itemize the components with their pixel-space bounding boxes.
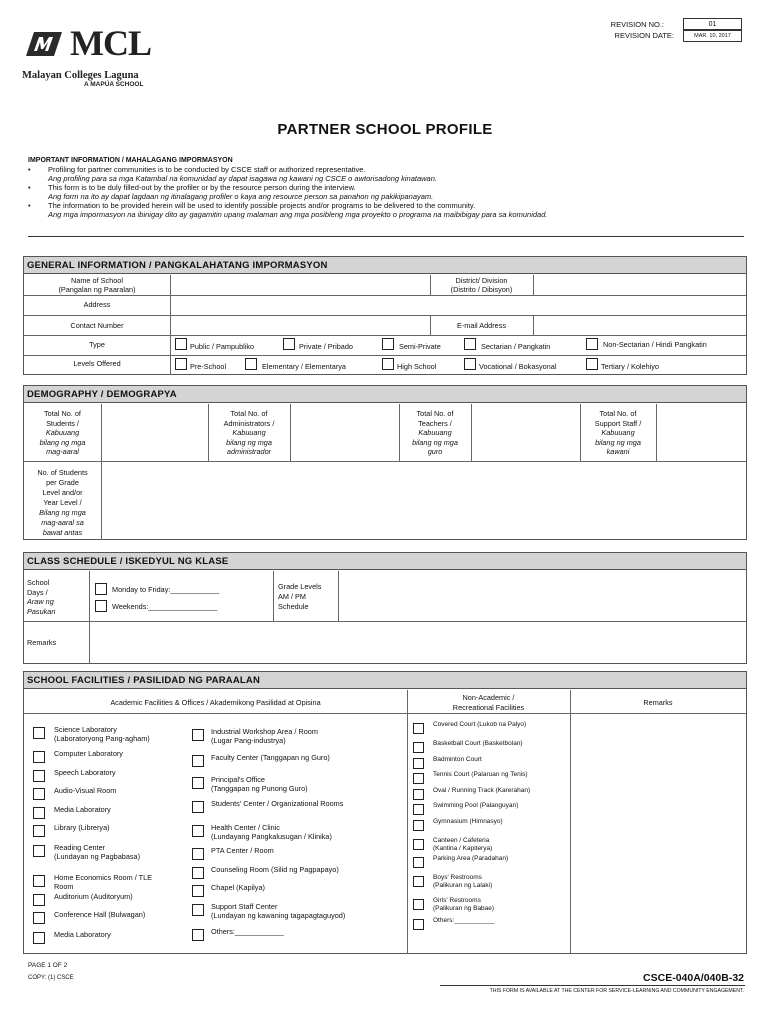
bullet-1-fil: Ang profiling para sa mga Katambal na komunidad ay dapat isagawa ng kawani ng CSCE o awtorisadong kinatawan. <box>48 174 437 183</box>
level-highschool-checkbox[interactable] <box>382 358 394 370</box>
level-preschool-checkbox[interactable] <box>175 358 187 370</box>
col1-item-10-checkbox[interactable] <box>33 932 45 944</box>
col1-item-0-label <box>54 725 150 743</box>
academic-header: Academic Facilities & Offices / Akademikong Pasilidad at Opisina <box>110 698 321 707</box>
type-semi-private-checkbox[interactable] <box>382 338 394 350</box>
col3-item-3-label <box>433 771 528 779</box>
facility-label-line: Counseling Room (Silid ng Pagpapayo) <box>211 865 339 874</box>
teachers-field[interactable] <box>472 404 580 461</box>
level-elementary-label: Elementary / Elementarya <box>262 362 346 371</box>
facilities-heading: SCHOOL FACILITIES / PASILIDAD NG PARAALAN <box>24 672 746 689</box>
col1-item-2-checkbox[interactable] <box>33 770 45 782</box>
facility-label-line: Computer Laboratory <box>54 749 123 758</box>
col1-item-6-checkbox[interactable] <box>33 845 45 857</box>
type-semi-private-label: Semi-Private <box>399 342 441 351</box>
col1-item-8-label <box>54 892 133 901</box>
col2-item-0-checkbox[interactable] <box>192 729 204 741</box>
schedule-remarks-field[interactable] <box>90 622 746 664</box>
col2-item-5-checkbox[interactable] <box>192 848 204 860</box>
level-tertiary-label: Tertiary / Kolehiyo <box>601 362 659 371</box>
col3-item-1-label <box>433 740 523 748</box>
important-heading: IMPORTANT INFORMATION / MAHALAGANG IMPORMASYON <box>28 157 233 164</box>
facility-label-line: Room <box>54 882 74 891</box>
facility-label-line: Covered Court (Lukob na Palyo) <box>433 721 527 728</box>
label-line: kawani <box>606 447 630 456</box>
label-line: Year Level / <box>43 498 82 507</box>
facility-label-line: PTA Center / Room <box>211 846 274 855</box>
col3-item-4-checkbox[interactable] <box>413 789 424 800</box>
col2-item-0-label <box>211 727 318 745</box>
facilities-section <box>23 671 747 954</box>
col1-item-5-checkbox[interactable] <box>33 825 45 837</box>
footer-note: THIS FORM IS AVAILABLE AT THE CENTER FOR SERVICE-LEARNING AND COMMUNITY ENGAGEMENT. <box>489 988 744 994</box>
facility-label-line: (Lugar Pang-industrya) <box>211 736 286 745</box>
facility-label-line: Media Laboratory <box>54 805 111 814</box>
nonacad-header <box>407 693 570 712</box>
label-line: Total No. of <box>230 409 268 418</box>
facility-label-line: Health Center / Clinic <box>211 823 280 832</box>
facility-label-line: Reading Center <box>54 843 106 852</box>
grade-schedule-label <box>278 582 321 612</box>
label-line: Pasukan <box>27 606 56 616</box>
col2-item-9-checkbox[interactable] <box>192 929 204 941</box>
col2-item-3-checkbox[interactable] <box>192 801 204 813</box>
facility-label-line: (Tanggapan ng Punong Guro) <box>211 784 308 793</box>
type-sectarian-label: Sectarian / Pangkatin <box>481 342 551 351</box>
admins-field[interactable] <box>291 404 399 461</box>
facility-label-line: Others:____________ <box>211 927 284 936</box>
col2-item-5-label <box>211 846 274 855</box>
facility-label-line: (Palikuran ng Lalaki) <box>433 882 493 889</box>
label-line: Araw ng <box>27 597 54 606</box>
col1-item-1-checkbox[interactable] <box>33 751 45 763</box>
important-bullet-1: • Profiling for partner communities is to be conducted by CSCE staff or authorized representative. Ang profiling para sa mga Katambal na komunidad ay dapat isagawa ng kawani ng CSCE o awtorisadong kinatawan. <box>28 165 748 183</box>
label-line: Total No. of <box>416 409 454 418</box>
col-divider <box>273 571 274 621</box>
facility-label-line: Swimming Pool (Palanguyan) <box>433 802 519 809</box>
general-info-heading: GENERAL INFORMATION / PANGKALAHATANG IMPORMASYON <box>24 257 746 274</box>
label-line: mag-aaral sa <box>41 518 84 527</box>
label-line: Kabuuang <box>232 428 266 437</box>
label-line: bilang ng mga <box>39 437 86 447</box>
label-line: Students / <box>46 418 79 428</box>
school-name-field[interactable] <box>171 275 430 295</box>
revision-date-value: MAR. 10, 2017 <box>683 30 742 42</box>
col2-item-6-checkbox[interactable] <box>192 867 204 879</box>
facility-label-line: Oval / Running Track (Karerahan) <box>433 787 531 794</box>
col3-item-8-checkbox[interactable] <box>413 857 424 868</box>
col3-item-10-checkbox[interactable] <box>413 899 424 910</box>
facility-label-line: Students' Center / Organizational Rooms <box>211 799 344 808</box>
facility-label-line: Support Staff Center <box>211 902 278 911</box>
facility-label-line: Media Laboratory <box>54 930 111 939</box>
general-info-section <box>23 256 747 375</box>
district-label <box>430 277 533 294</box>
col1-item-5-label <box>54 823 110 832</box>
district-label-en: District/ Division <box>455 276 508 285</box>
facility-label-line: Home Economics Room / TLE <box>54 873 153 882</box>
bullet-2-fil: Ang form na ito ay dapat lagdaan ng itinalagang profiler o kaya ang resource person sa panahon ng pakikipanayam. <box>48 192 434 201</box>
address-label: Address <box>83 300 111 309</box>
col2-item-8-checkbox[interactable] <box>192 904 204 916</box>
col2-item-4-checkbox[interactable] <box>192 825 204 837</box>
col2-item-1-checkbox[interactable] <box>192 755 204 767</box>
revision-no-label: REVISION NO.: <box>610 20 664 29</box>
contact-field[interactable] <box>171 315 430 335</box>
col1-item-2-label <box>54 768 116 777</box>
col2-item-7-label <box>211 883 265 892</box>
type-non-sectarian-checkbox[interactable] <box>586 338 598 350</box>
label-line: Level and/or <box>42 488 83 497</box>
teachers-label <box>399 409 471 457</box>
col1-item-3-label <box>54 786 116 795</box>
type-private-label: Private / Pribado <box>299 342 353 351</box>
col3-item-8-label <box>433 855 508 863</box>
page-title: PARTNER SCHOOL PROFILE <box>277 121 493 138</box>
col3-item-5-label <box>433 802 518 810</box>
grade-schedule-field[interactable] <box>339 571 746 621</box>
label-line: bilang ng mga <box>226 437 272 447</box>
type-label: Type <box>89 340 105 349</box>
facility-label-line: Tennis Court (Palaruan ng Tenis) <box>433 771 528 778</box>
label-line: School <box>27 578 50 587</box>
facility-label-line: Boys' Restrooms <box>433 874 482 881</box>
org-subtitle: A MAPÚA SCHOOL <box>84 81 144 88</box>
col1-item-0-checkbox[interactable] <box>33 727 45 739</box>
facility-label-line: Audio-Visual Room <box>54 786 117 795</box>
email-field[interactable] <box>534 315 746 335</box>
col3-item-2-checkbox[interactable] <box>413 758 424 769</box>
level-preschool-label: Pre-School <box>190 362 227 371</box>
label-line: guro <box>427 447 443 456</box>
col-divider <box>407 690 408 954</box>
divider <box>28 236 744 237</box>
address-field[interactable] <box>171 295 746 315</box>
col1-item-9-label <box>54 910 145 919</box>
label-line: AM / PM <box>278 592 306 601</box>
col3-item-6-label <box>433 818 503 826</box>
facility-label-line: Badminton Court <box>433 756 482 763</box>
col2-item-8-label <box>211 902 345 920</box>
col2-item-1-label <box>211 753 330 762</box>
revision-date-label: REVISION DATE: <box>614 31 674 40</box>
col3-item-7-label <box>433 837 492 853</box>
district-field[interactable] <box>534 275 746 295</box>
label-line: bilang ng mga <box>412 437 458 447</box>
label-line: Bilang ng mga <box>39 508 86 517</box>
bullet-1-en: Profiling for partner communities is to be conducted by CSCE staff or authorized representative. <box>48 165 366 174</box>
col1-item-7-label <box>54 873 152 891</box>
bullet-2-en: This form is to be duly filled-out by the profiler or by the resource person during the interview. <box>48 183 356 192</box>
facility-label-line: Others:___________ <box>433 917 495 924</box>
label-line: Schedule <box>278 602 309 611</box>
facility-label-line: Canteen / Cafeteria <box>433 837 490 844</box>
org-name: Malayan Colleges Laguna <box>22 70 139 81</box>
page-number: PAGE 1 OF 2 <box>28 962 68 969</box>
label-line: Administrators / <box>223 418 275 428</box>
col3-item-6-checkbox[interactable] <box>413 820 424 831</box>
type-public-checkbox[interactable] <box>175 338 187 350</box>
copy-note: COPY: (1) CSCE <box>28 975 74 981</box>
revision-no-value: 01 <box>683 18 742 30</box>
students-label <box>24 409 101 457</box>
col3-item-9-checkbox[interactable] <box>413 876 424 887</box>
type-non-sectarian-label: Non-Sectarian / Hindi Pangkatin <box>603 340 707 349</box>
col1-item-6-label <box>54 843 140 861</box>
important-bullet-3: • The information to be provided herein will be used to identify possible projects and/or programs to be delivered to the community. Ang mga impormasyon na ibinigay dito ay gagamitin upang malaman ang mga posibleng mga proyekto o programa na maibibigay para sa komunidad. <box>28 201 668 219</box>
label-line: Days / <box>27 587 48 597</box>
col2-item-2-label <box>211 775 308 793</box>
facility-label-line: (Kantina / Kapiterya) <box>433 845 493 852</box>
type-public-label: Public / Pampubliko <box>190 342 255 351</box>
facility-label-line: Parking Area (Paradahan) <box>433 855 509 862</box>
level-highschool-label: High School <box>397 362 437 371</box>
level-vocational-label: Vocational / Bokasyonal <box>479 362 557 371</box>
school-name-label <box>24 277 170 294</box>
level-tertiary-checkbox[interactable] <box>586 358 598 370</box>
weekends-label: Weekends:_________________ <box>112 602 218 611</box>
school-name-label-fil: (Pangalan ng Paaralan) <box>58 284 136 294</box>
facility-label-line: (Palikuran ng Babae) <box>433 905 495 912</box>
col2-item-7-checkbox[interactable] <box>192 885 204 897</box>
col1-item-8-checkbox[interactable] <box>33 894 45 906</box>
col3-item-1-checkbox[interactable] <box>413 742 424 753</box>
facility-label-line: (Lundayang Pangkalusugan / Klinika) <box>211 832 332 841</box>
remarks-label: Remarks <box>27 638 57 647</box>
col2-item-3-label <box>211 799 343 808</box>
facility-label-line: Chapel (Kapilya) <box>211 883 265 892</box>
demography-section <box>23 385 747 540</box>
facility-label-line: Speech Laboratory <box>54 768 116 777</box>
col3-item-2-label <box>433 756 482 764</box>
facility-label-line: Auditorium (Auditoryum) <box>54 892 133 901</box>
facility-label-line: Industrial Workshop Area / Room <box>211 727 318 736</box>
facility-label-line: Faculty Center (Tanggapan ng Guro) <box>211 753 330 762</box>
per-grade-label <box>24 468 101 538</box>
label-line: Non-Academic / <box>462 693 515 702</box>
type-sectarian-checkbox[interactable] <box>464 338 476 350</box>
important-info <box>28 156 748 219</box>
col2-item-2-checkbox[interactable] <box>192 777 204 789</box>
col1-item-10-label <box>54 930 111 939</box>
students-field[interactable] <box>102 404 208 461</box>
col2-item-6-label <box>211 865 339 874</box>
per-grade-field[interactable] <box>102 462 746 540</box>
col3-item-0-label <box>433 721 526 729</box>
mon-fri-checkbox[interactable] <box>95 583 107 595</box>
facility-label-line: Science Laboratory <box>54 725 117 734</box>
type-private-checkbox[interactable] <box>283 338 295 350</box>
weekends-checkbox[interactable] <box>95 600 107 612</box>
label-line: administrador <box>226 447 272 456</box>
school-days-label <box>27 578 55 616</box>
school-name-label-en: Name of School <box>71 276 123 285</box>
col1-item-7-checkbox[interactable] <box>33 875 45 887</box>
district-label-fil: (Distrito / Dibisyon) <box>450 284 513 294</box>
col1-item-4-checkbox[interactable] <box>33 807 45 819</box>
facility-label-line: Girls' Restrooms <box>433 897 481 904</box>
facility-label-line: Library (Librerya) <box>54 823 110 832</box>
support-label <box>580 409 656 457</box>
label-line: Total No. of <box>44 409 81 418</box>
col3-item-5-checkbox[interactable] <box>413 804 424 815</box>
col2-item-9-label <box>211 927 284 936</box>
admins-label <box>208 409 290 457</box>
level-elementary-checkbox[interactable] <box>245 358 257 370</box>
col1-item-9-checkbox[interactable] <box>33 912 45 924</box>
levels-label: Levels Offered <box>73 359 121 368</box>
label-line: Kabuuang <box>418 428 452 437</box>
mcl-logo-icon <box>22 26 66 62</box>
bullet-3-en: The information to be provided herein will be used to identify possible projects and/or programs to be delivered to the community. <box>48 201 476 210</box>
row-divider <box>24 335 746 336</box>
label-line: per Grade <box>46 478 79 487</box>
label-line: Grade Levels <box>278 582 322 591</box>
facility-label-line: Gymnasium (Himnasyo) <box>433 818 503 825</box>
col3-item-3-checkbox[interactable] <box>413 773 424 784</box>
col2-item-4-label <box>211 823 332 841</box>
col3-item-4-label <box>433 787 530 795</box>
logo-text: MCL <box>70 23 151 63</box>
col3-item-9-label <box>433 874 492 890</box>
facility-label-line: (Lundayan ng kawaning tagapagtaguyod) <box>211 911 346 920</box>
bullet-3-fil: Ang mga impormasyon na ibinigay dito ay gagamitin upang malaman ang mga posibleng mga proyekto o programa na maibibigay para sa komunidad. <box>48 210 548 219</box>
label-line: Kabuuang <box>45 428 80 437</box>
demography-heading: DEMOGRAPHY / DEMOGRAPYA <box>24 386 746 403</box>
facility-label-line: Principal's Office <box>211 775 265 784</box>
label-line: No. of Students <box>37 468 88 477</box>
footer-divider <box>440 985 745 986</box>
row-divider <box>24 355 746 356</box>
schedule-section <box>23 552 747 664</box>
schedule-heading: CLASS SCHEDULE / ISKEDYUL NG KLASE <box>24 553 746 570</box>
support-field[interactable] <box>657 404 746 461</box>
label-line: Support Staff / <box>594 418 642 428</box>
col3-item-11-label <box>433 917 494 925</box>
facility-label-line: Conference Hall (Bulwagan) <box>54 910 146 919</box>
label-line: Total No. of <box>599 409 637 418</box>
col1-item-4-label <box>54 805 111 814</box>
mon-fri-label: Monday to Friday:____________ <box>112 585 220 594</box>
facility-label-line: (Laboratoryong Pang-agham) <box>54 734 150 743</box>
col3-item-0-checkbox[interactable] <box>413 723 424 734</box>
col1-item-1-label <box>54 749 123 758</box>
label-line: mag-aaral <box>46 447 79 456</box>
facilities-remarks-field[interactable] <box>571 714 746 954</box>
label-line: Teachers / <box>418 418 452 428</box>
email-label: E-mail Address <box>456 321 507 330</box>
col1-item-3-checkbox[interactable] <box>33 788 45 800</box>
remarks-header: Remarks <box>643 698 673 707</box>
level-vocational-checkbox[interactable] <box>464 358 476 370</box>
facility-label-line: (Lundayan ng Pagbabasa) <box>54 852 141 861</box>
label-line: bilang ng mga <box>595 437 641 447</box>
contact-label: Contact Number <box>70 321 124 330</box>
col3-item-10-label <box>433 897 494 913</box>
col3-item-7-checkbox[interactable] <box>413 839 424 850</box>
facility-label-line: Basketball Court (Basketbolan) <box>433 740 523 747</box>
important-bullet-2: • This form is to be duly filled-out by the profiler or by the resource person during the interview. Ang form na ito ay dapat lagdaan ng itinalagang profiler o kaya ang resource person sa panahon ng pakikipanayam. <box>28 183 748 201</box>
col3-item-11-checkbox[interactable] <box>413 919 424 930</box>
label-line: Recreational Facilities <box>452 702 525 712</box>
label-line: bawat antas <box>42 528 83 537</box>
form-code: CSCE-040A/040B-32 <box>643 972 744 984</box>
label-line: Kabuuang <box>601 428 635 437</box>
